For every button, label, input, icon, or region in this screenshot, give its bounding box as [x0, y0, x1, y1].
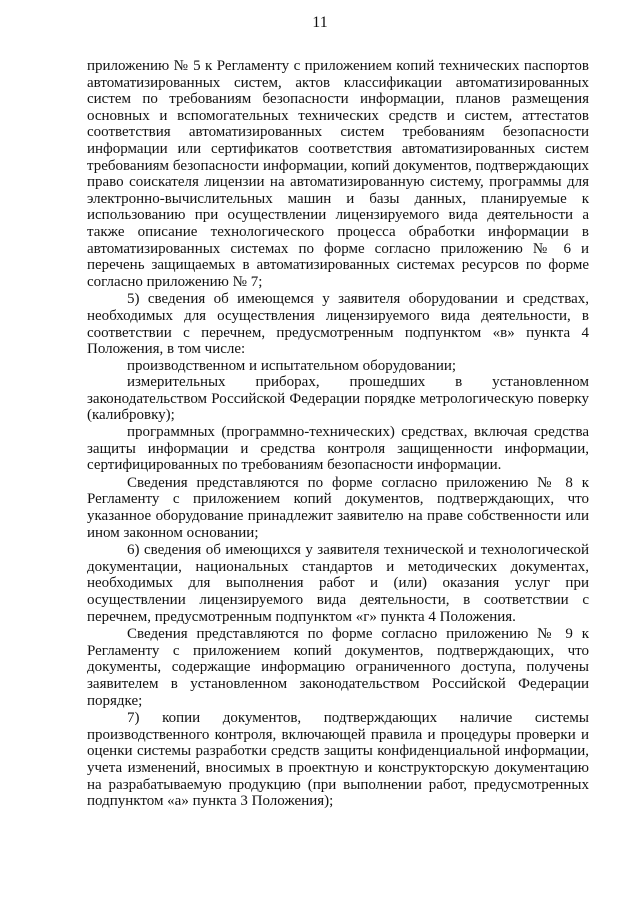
paragraph-software-tools: программных (программно-технических) средствах, включая средства защиты информации и средства контроля защищенности информации, сертифицированных по требованиям безопасности информации.	[87, 424, 589, 474]
document-body	[87, 58, 589, 810]
paragraph-measuring-instruments: измерительных приборах, прошедших в установленном законодательством Российской Федерации порядке метрологическую поверку (калибровку);	[87, 374, 589, 424]
paragraph-item-5: 5) сведения об имеющемся у заявителя оборудовании и средствах, необходимых для осуществления лицензируемого вида деятельности, в соответствии с перечнем, предусмотренным подпунктом «в» пункта 4 Положения, в том числе:	[87, 291, 589, 358]
paragraph-appendix-8-form: Сведения представляются по форме согласно приложению № 8 к Регламенту с приложением копий документов, подтверждающих, что указанное оборудование принадлежит заявителю на праве собственности или ином законном основании;	[87, 474, 589, 541]
paragraph-appendix-9-form: Сведения представляются по форме согласно приложению № 9 к Регламенту с приложением копий документов, подтверждающих, что документы, содержащие информацию ограниченного доступа, получены заявителем в установленном законодательством Российской Федерации порядке;	[87, 626, 589, 709]
paragraph-item-6: 6) сведения об имеющихся у заявителя технической и технологической документации, национальных стандартов и методических документах, необходимых для выполнения работ и (или) оказания услуг при осуществлении лицензируемого вида деятельности, в соответствии с перечнем, предусмотренным подпунктом «г» пункта 4 Положения.	[87, 542, 589, 625]
page-number: 11	[312, 14, 328, 31]
paragraph-production-equipment: производственном и испытательном оборудовании;	[127, 357, 457, 374]
paragraph-item-7: 7) копии документов, подтверждающих наличие системы производственного контроля, включающей правила и процедуры проверки и оценки системы разработки средств защиты конфиденциальной информации, учета изменений, вносимых в проектную и конструкторскую документацию на разрабатываемую продукцию (при выполнении работ, предусмотренных подпунктом «а» пункта 3 Положения);	[87, 710, 589, 810]
paragraph-appendix-5-continuation: приложению № 5 к Регламенту с приложением копий технических паспортов автоматизированных систем, актов классификации автоматизированных систем по требованиям безопасности информации, планов размещения основных и вспомогательных технических средств и систем, аттестатов соответствия автоматизированных систем требованиям безопасности информации или сертификатов соответствия автоматизированных систем требованиям безопасности информации, копий документов, подтверждающих право соискателя лицензии на автоматизированную систему, программы для электронно-вычислительных машин и базы данных, планируемые к использованию при осуществлении лицензируемого вида деятельности а также описание технологического процесса обработки информации в автоматизированных системах по форме согласно приложению № 6 и перечень защищаемых в автоматизированных системах ресурсов по форме согласно приложению № 7;	[87, 58, 589, 290]
